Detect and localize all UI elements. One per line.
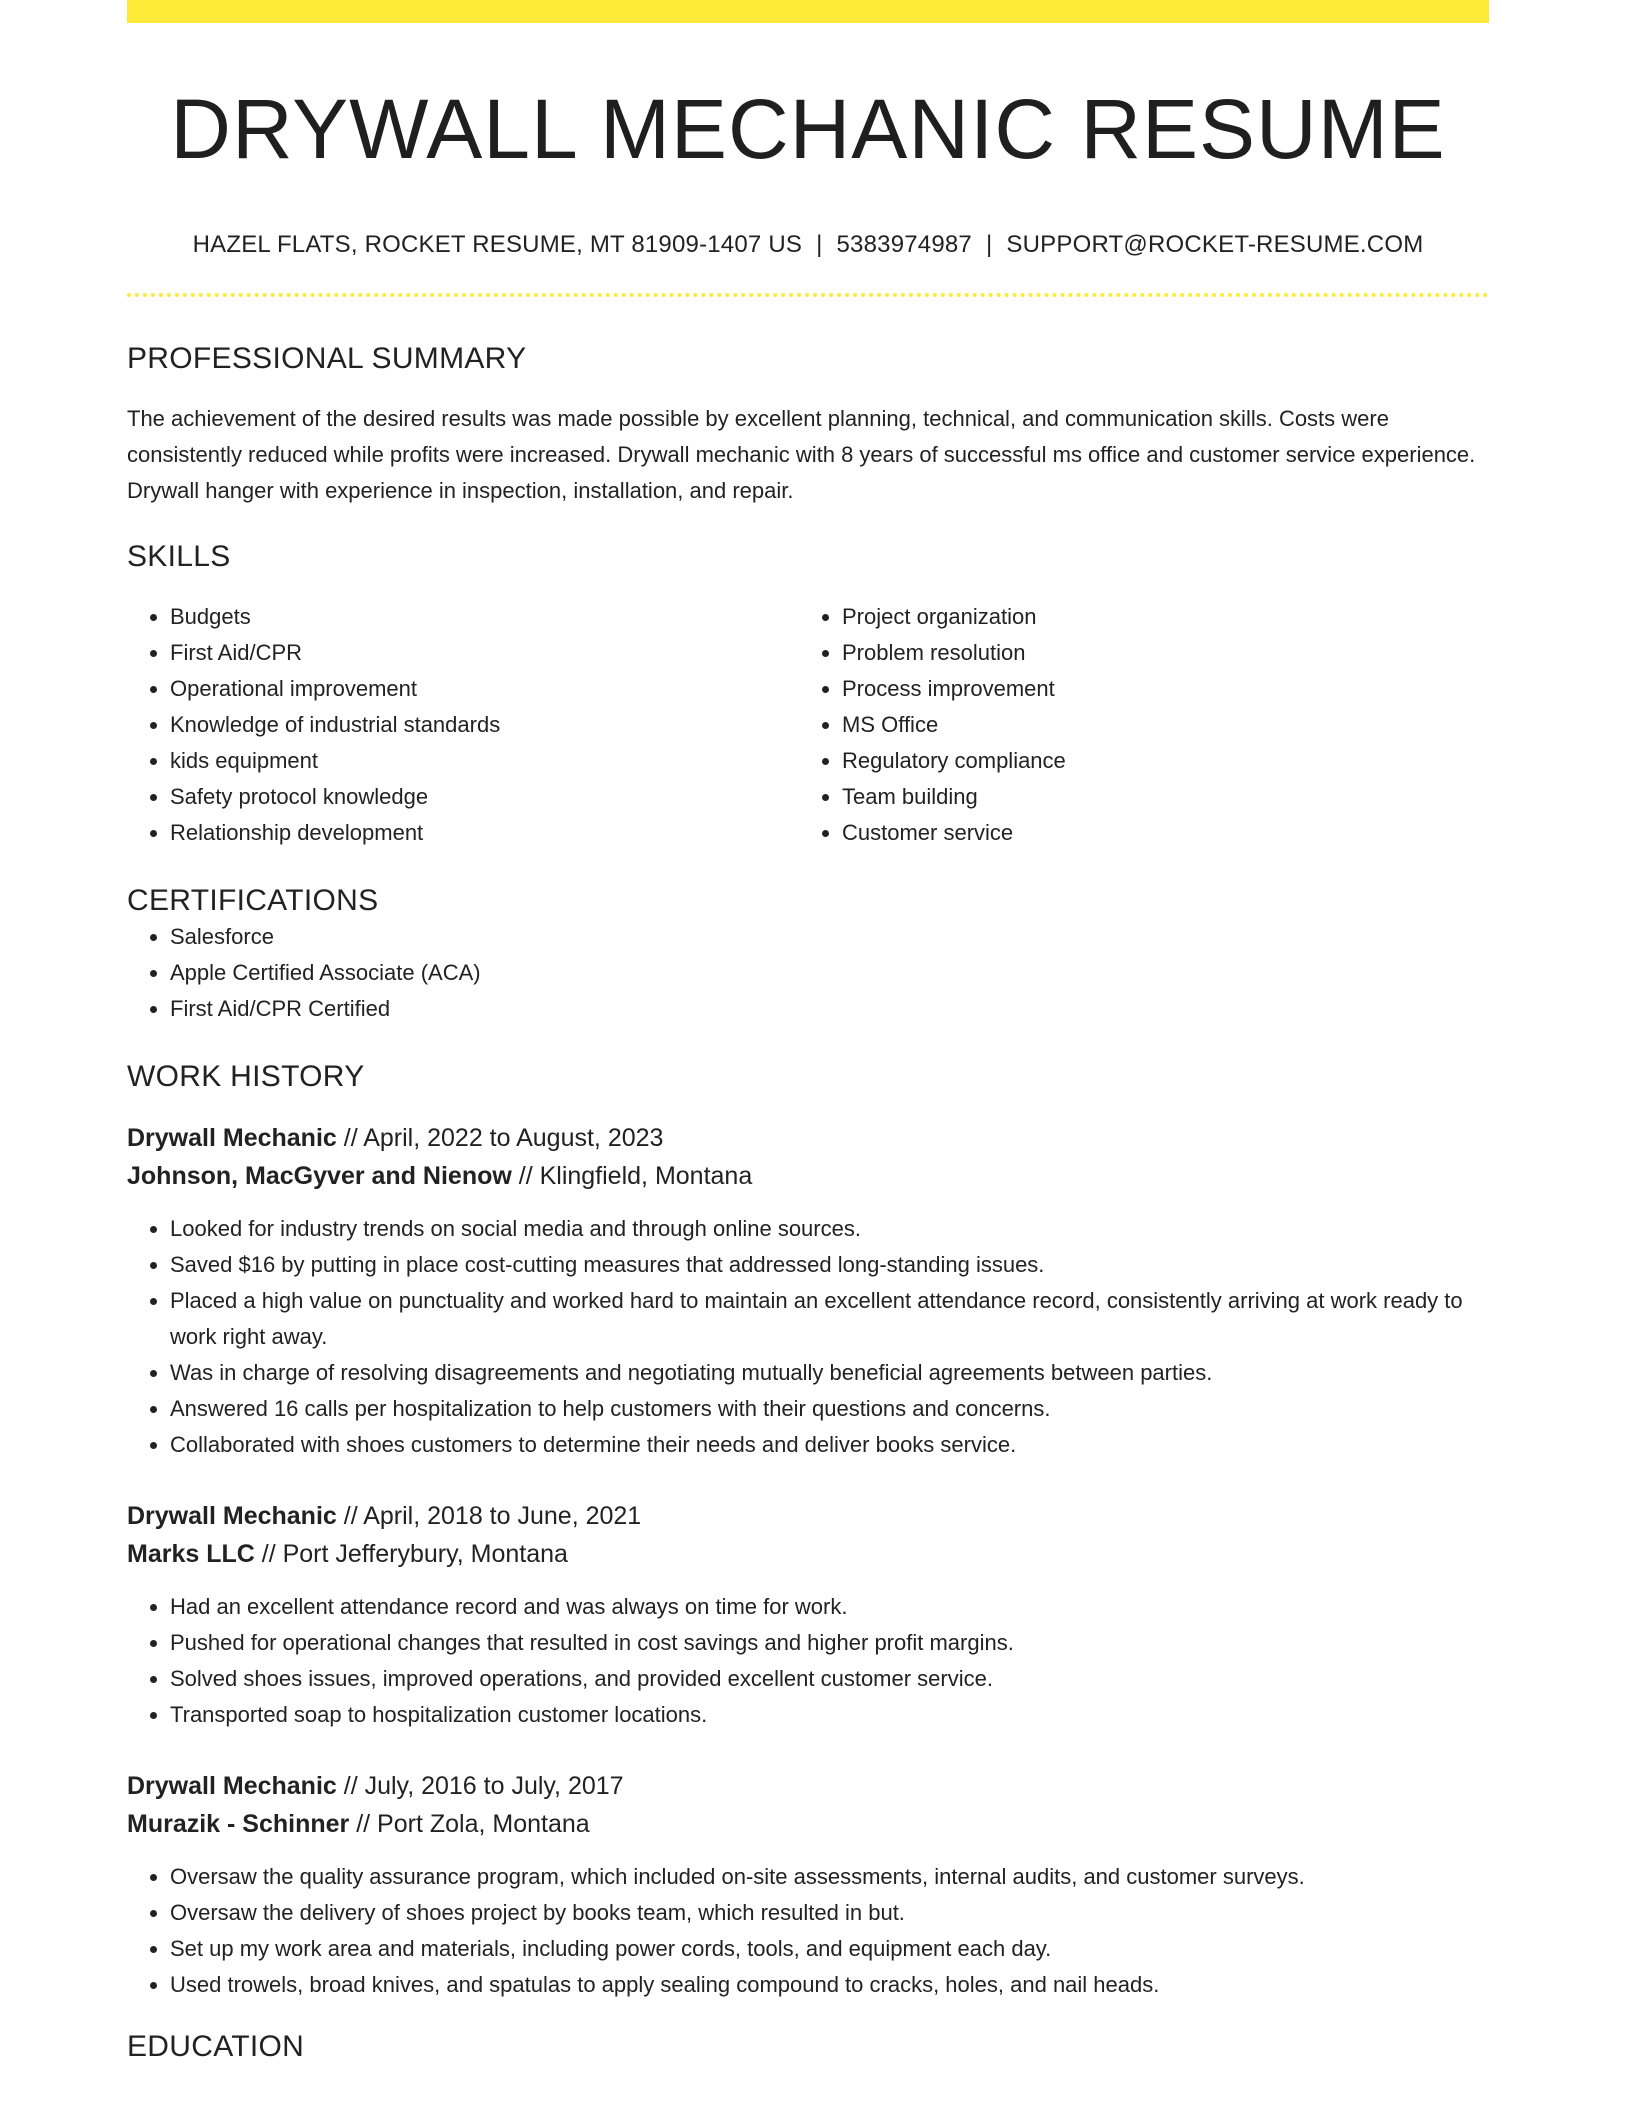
skill-item: • Safety protocol knowledge [170,779,799,815]
certifications-heading: CERTIFICATIONS [127,884,379,917]
job-location: // Port Jefferybury, Montana [254,1540,568,1568]
skill-item: • First Aid/CPR [170,635,799,671]
certification-item: • First Aid/CPR Certified [170,991,1489,1027]
skill-item: • Project organization [842,599,1471,635]
job-bullet: • Saved $16 by putting in place cost-cutting measures that addressed long-standing issues. [170,1247,1489,1283]
job-dates: // April, 2022 to August, 2023 [336,1124,664,1152]
summary-text: The achievement of the desired results was made possible by excellent planning, technical, and communication skills. Costs were consistently reduced while profits were increased. Drywall mechanic with 8 years of successful ms office and customer service experience. Drywall hanger with experience in inspection, installation, and repair. [127,406,1476,503]
job-company: Johnson, MacGyver and Nienow [127,1162,512,1190]
job-company: Marks LLC [127,1540,255,1568]
job-bullet: • Had an excellent attendance record and was always on time for work. [170,1589,1489,1625]
skill-item: • Regulatory compliance [842,743,1471,779]
summary-heading: PROFESSIONAL SUMMARY [127,342,527,375]
job-company-line [127,1535,1489,1573]
job-bullet: • Collaborated with shoes customers to determine their needs and deliver books service. [170,1427,1489,1463]
job-dates: // April, 2018 to June, 2021 [336,1502,642,1530]
job-role-line [127,1497,1489,1535]
job-entry [127,1119,1489,1463]
job-role-line [127,1119,1489,1157]
job-bullet: • Used trowels, broad knives, and spatulas to apply sealing compound to cracks, holes, and nail heads. [170,1967,1489,2003]
skill-item: • kids equipment [170,743,799,779]
education-heading: EDUCATION [127,2030,305,2063]
job-bullet: • Looked for industry trends on social media and through online sources. [170,1211,1489,1247]
resume-content [127,0,1489,2065]
certifications-list [127,919,1489,1027]
skill-item: • Relationship development [170,815,799,851]
resume-title: DRYWALL MECHANIC RESUME [170,82,1446,176]
contact-address: HAZEL FLATS, ROCKET RESUME, MT 81909-1407 US [192,231,803,258]
job-company-line [127,1805,1489,1843]
job-bullet: • Solved shoes issues, improved operations, and provided excellent customer service. [170,1661,1489,1697]
job-dates: // July, 2016 to July, 2017 [336,1772,624,1800]
job-bullet: • Oversaw the delivery of shoes project by books team, which resulted in but. [170,1895,1489,1931]
skills-column-left [127,599,799,851]
job-bullet: • Was in charge of resolving disagreements and negotiating mutually beneficial agreements between parties. [170,1355,1489,1391]
job-location: // Port Zola, Montana [349,1810,590,1838]
contact-line [127,230,1489,260]
skills-column-right [799,599,1471,851]
job-role: Drywall Mechanic [127,1772,337,1800]
dotted-divider [127,293,1489,297]
skill-item: • Customer service [842,815,1471,851]
certification-item: • Salesforce [170,919,1489,955]
job-location: // Klingfield, Montana [511,1162,753,1190]
job-bullet: • Placed a high value on punctuality and worked hard to maintain an excellent attendance record, consistently arriving at work ready to work right away. [170,1283,1489,1355]
job-role-line [127,1767,1489,1805]
skills-columns [127,599,1489,851]
contact-separator: | [985,231,993,258]
skills-list-left [127,599,799,851]
job-entry [127,1767,1489,2003]
job-entry [127,1497,1489,1733]
contact-phone[interactable]: 5383974987 [836,231,972,258]
skills-heading: SKILLS [127,540,231,573]
job-role: Drywall Mechanic [127,1124,337,1152]
skills-list-right [799,599,1471,851]
skill-item: • Budgets [170,599,799,635]
skill-item: • Process improvement [842,671,1471,707]
contact-email[interactable]: SUPPORT@ROCKET-RESUME.COM [1006,231,1424,258]
job-company: Murazik - Schinner [127,1810,350,1838]
skill-item: • Operational improvement [170,671,799,707]
job-bullet: • Transported soap to hospitalization customer locations. [170,1697,1489,1733]
skill-item: • Knowledge of industrial standards [170,707,799,743]
job-bullet: • Answered 16 calls per hospitalization to help customers with their questions and concerns. [170,1391,1489,1427]
job-bullets [127,1859,1489,2003]
job-bullet: • Set up my work area and materials, including power cords, tools, and equipment each day. [170,1931,1489,1967]
job-bullets [127,1589,1489,1733]
contact-separator: | [816,231,823,258]
job-company-line [127,1157,1489,1195]
skill-item: • Problem resolution [842,635,1471,671]
certification-item: • Apple Certified Associate (ACA) [170,955,1489,991]
skill-item: • Team building [842,779,1471,815]
skill-item: • MS Office [842,707,1471,743]
job-bullet: • Pushed for operational changes that resulted in cost savings and higher profit margins. [170,1625,1489,1661]
job-role: Drywall Mechanic [127,1502,337,1530]
job-bullets [127,1211,1489,1463]
work-history-heading: WORK HISTORY [127,1060,365,1093]
job-bullet: • Oversaw the quality assurance program, which included on-site assessments, internal audits, and customer surveys. [170,1859,1489,1895]
